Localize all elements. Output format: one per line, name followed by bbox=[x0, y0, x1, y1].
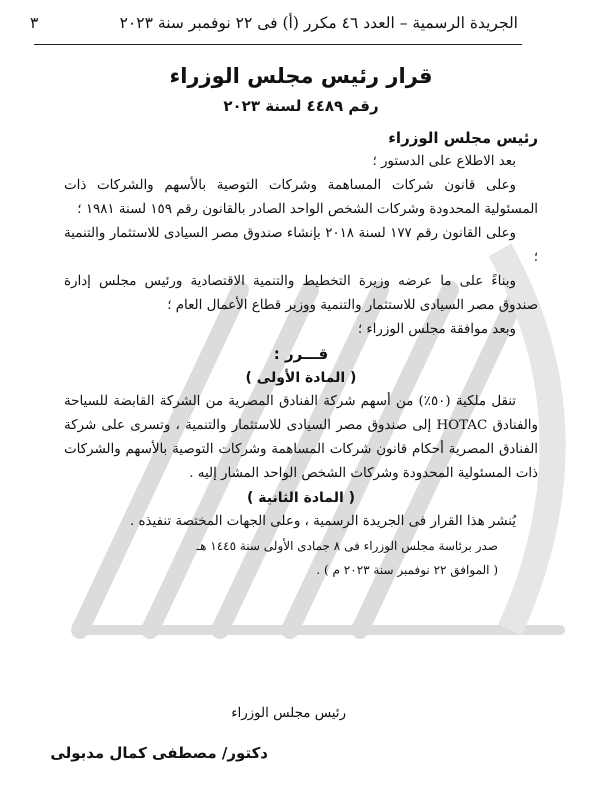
article-heading: ( المادة الأولى ) bbox=[245, 370, 357, 386]
preamble-clause: وبعد موافقة مجلس الوزراء ؛ bbox=[357, 322, 516, 337]
preamble-clause: وبناءً على ما عرضه وزيرة التخطيط والتنمية الاقتصادية ورئيس مجلس إدارة صندوق مصر السيادى للاستثمار والتنمية ووزير قطاع الأعمال العام ؛ bbox=[64, 274, 538, 313]
decision-word: قـــرر : bbox=[273, 345, 329, 363]
running-header bbox=[30, 14, 518, 42]
header-title: الجريدة الرسمية – العدد ٤٦ مكرر (أ) فى ٢٢ نوفمبر سنة ٢٠٢٣ bbox=[119, 14, 518, 32]
article-text: يُنشر هذا القرار فى الجريدة الرسمية ، وعلى الجهات المختصة تنفيذه . bbox=[130, 514, 516, 529]
issued-date-hijri: صدر برئاسة مجلس الوزراء فى ٨ جمادى الأولى سنة ١٤٤٥ هـ bbox=[196, 539, 498, 553]
decree-body bbox=[64, 126, 538, 582]
preamble-clause: وعلى قانون شركات المساهمة وشركات التوصية بالأسهم والشركات ذات المسئولية المحدودة وشركات الشخص الواحد الصادر بالقانون رقم ١٥٩ لسنة ١٩٨١ ؛ bbox=[64, 178, 538, 217]
decree-title: قرار رئيس مجلس الوزراء bbox=[169, 64, 433, 88]
signer-name: دكتور/ مصطفى كمال مدبولى bbox=[50, 744, 268, 762]
issuer-heading: رئيس مجلس الوزراء bbox=[388, 129, 538, 147]
preamble-clause: وعلى القانون رقم ١٧٧ لسنة ٢٠١٨ بإنشاء صندوق مصر السيادى للاستثمار والتنمية ؛ bbox=[64, 226, 538, 265]
issued-date-gregorian: ( الموافق ٢٢ نوفمبر سنة ٢٠٢٣ م ) . bbox=[316, 563, 498, 577]
preamble-clause: بعد الاطلاع على الدستور ؛ bbox=[372, 154, 516, 169]
signer-title: رئيس مجلس الوزراء bbox=[231, 706, 346, 721]
header-rule bbox=[34, 44, 522, 45]
page-number: ٣ bbox=[30, 14, 39, 32]
decree-number: رقم ٤٤٨٩ لسنة ٢٠٢٣ bbox=[223, 97, 379, 115]
article-heading: ( المادة الثانية ) bbox=[246, 490, 356, 506]
article-text: تنقل ملكية (٥٠٪) من أسهم شركة الفنادق المصرية من الشركة القابضة للسياحة والفنادق HOTAC إلى صندوق مصر السيادى للاستثمار والتنمية ، وتسرى على شركة الفنادق المصرية أحكام قانون شركات المساهمة وشركات التوصية بالأسهم والشركات ذات المسئولية المحدودة وشركات الشخص الواحد المشار إليه . bbox=[64, 394, 538, 481]
